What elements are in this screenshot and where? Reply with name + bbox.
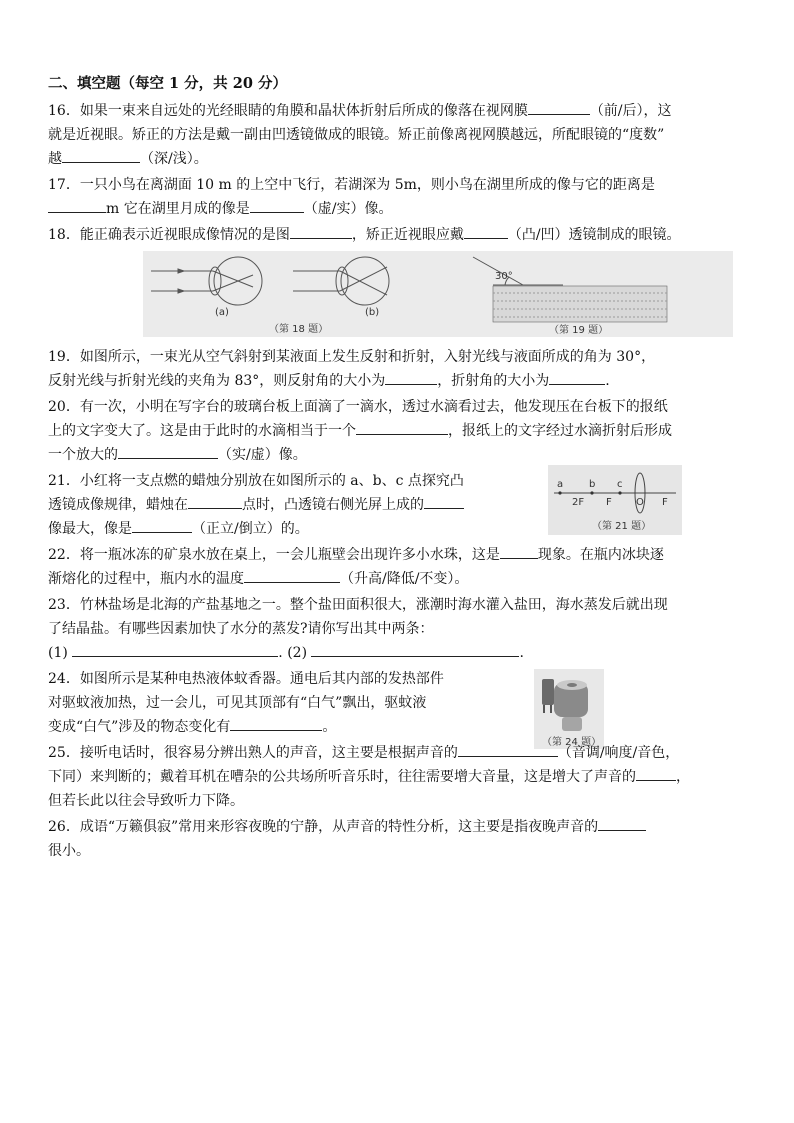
q20-text-3: ，报纸上的文字经过水滴折射后形成 xyxy=(448,423,672,439)
q21-text-2: 透镜成像规律，蜡烛在 xyxy=(48,497,188,513)
fig21-point-a: a xyxy=(557,479,564,490)
q26-line-2 xyxy=(48,839,758,863)
q20-blank-2[interactable] xyxy=(118,443,218,459)
q19-blank-1[interactable] xyxy=(385,369,437,385)
q25-text-3: 但若长此以往会导致听力下降。 xyxy=(48,793,244,809)
q25-option: （音调/响度/音色， xyxy=(557,745,680,761)
question-page xyxy=(48,72,758,863)
q16-line-2 xyxy=(48,123,758,147)
q24-text-3: 变成“白气”涉及的物态变化有 xyxy=(48,719,231,735)
q21-blank-2[interactable] xyxy=(424,493,464,509)
q22-line-1 xyxy=(48,543,758,567)
q16-text-3: 越 xyxy=(48,151,62,167)
q16-line-1 xyxy=(48,99,758,123)
q16-option-2: （深/浅）。 xyxy=(140,151,208,167)
q18-line-1 xyxy=(48,223,758,247)
figure-21 xyxy=(548,465,682,535)
q18-text: 18．能正确表示近视眼成像情况的是图 xyxy=(48,227,290,243)
q26-blank-1[interactable] xyxy=(598,815,646,831)
q19-text-2: 反射光线与折射光线的夹角为 83°，则反射角的大小为 xyxy=(48,373,386,389)
q21-text: 21．小红将一支点燃的蜡烛分别放在如图所示的 a、b、c 点探究凸 xyxy=(48,473,464,489)
q24-text: 24．如图所示是某种电热液体蚊香器。通电后其内部的发热部件 xyxy=(48,671,444,687)
q19-blank-2[interactable] xyxy=(549,369,605,385)
q25-line-1 xyxy=(48,741,758,765)
q19-period: . xyxy=(605,373,610,389)
fig21-point-b: b xyxy=(589,479,596,490)
q25-blank-1[interactable] xyxy=(458,741,558,757)
q23-blank-2[interactable] xyxy=(311,641,519,657)
q26-text-2: 很小。 xyxy=(48,843,90,859)
fig21-caption: （第 21 题） xyxy=(592,521,652,532)
q19-line-2 xyxy=(48,369,758,393)
q26-text: 26．成语“万籁俱寂”常用来形容夜晚的宁静，从声音的特性分析，这主要是指夜晚声音的 xyxy=(48,819,599,835)
q17-line-2 xyxy=(48,197,758,221)
q16-blank-2[interactable] xyxy=(62,147,140,163)
q21-block xyxy=(48,469,758,541)
q23-period: . xyxy=(519,645,524,661)
q23-blank-1[interactable] xyxy=(72,641,278,657)
q23-text: 23．竹林盐场是北海的产盐基地之一。整个盐田面积很大，涨潮时海水灌入盐田，海水蒸发后就出现 xyxy=(48,597,668,613)
fig-row-18-19 xyxy=(48,247,758,343)
q24-block xyxy=(48,667,758,748)
q23-text-2: 了结晶盐。有哪些因素加快了水分的蒸发?请你写出其中两条： xyxy=(48,621,434,637)
q20-option: （实/虚）像。 xyxy=(218,447,307,463)
q16-option: （前/后），这 xyxy=(589,103,672,119)
fig21-f-label-left: F xyxy=(606,497,612,508)
q19-text: 19．如图所示，一束光从空气斜射到某液面上发生反射和折射，入射光线与液面所成的角为 30°， xyxy=(48,349,656,365)
q22-option: （升高/降低/不变）。 xyxy=(340,571,469,587)
q20-text: 20．有一次，小明在写字台的玻璃台板上面滴了一滴水，透过水滴看过去，他发现压在台板下的报纸 xyxy=(48,399,668,415)
q25-line-2 xyxy=(48,765,758,789)
figure-18-19 xyxy=(143,251,733,337)
q23-line-3 xyxy=(48,641,758,665)
q24-blank-1[interactable] xyxy=(230,715,322,731)
q16-blank-1[interactable] xyxy=(528,99,590,115)
fig21-point-c: c xyxy=(617,479,623,490)
q20-text-4: 一个放大的 xyxy=(48,447,118,463)
fig19-angle: 30° xyxy=(495,271,513,282)
q17-blank-2[interactable] xyxy=(250,197,304,213)
q22-text: 22．将一瓶冰冻的矿泉水放在桌上，一会儿瓶壁会出现许多小水珠，这是 xyxy=(48,547,500,563)
q25-comma: ， xyxy=(676,769,690,785)
q19-line-1 xyxy=(48,345,758,369)
q21-text-4: 像最大，像是 xyxy=(48,521,132,537)
fig24-caption: （第 24 题） xyxy=(542,737,602,748)
fig18-label-b: (b) xyxy=(365,307,380,318)
q24-line-3 xyxy=(48,715,758,739)
q18-blank-2[interactable] xyxy=(464,223,508,239)
q21-option: （正立/倒立）的。 xyxy=(192,521,309,537)
q21-blank-3[interactable] xyxy=(132,517,192,533)
q21-text-3: 点时，凸透镜右侧光屏上成的 xyxy=(242,497,424,513)
section-title: 二、填空题（每空 1 分，共 20 分） xyxy=(48,75,287,92)
q22-text-3: 渐熔化的过程中，瓶内水的温度 xyxy=(48,571,244,587)
q22-text-2: 现象。在瓶内冰块逐 xyxy=(537,547,664,563)
q23-line-1 xyxy=(48,593,758,617)
q18-option: （凸/凹）透镜制成的眼镜。 xyxy=(507,227,681,243)
q24-text-2: 对驱蚊液加热，过一会儿，可见其顶部有“白气”飘出，驱蚊液 xyxy=(48,695,427,711)
q24-line-1 xyxy=(48,667,758,691)
q20-text-2: 上的文字变大了。这是由于此时的水滴相当于一个 xyxy=(48,423,356,439)
q25-text-2: 下同）来判断的；戴着耳机在嘈杂的公共场所听音乐时，往往需要增大音量，这是增大了声音的 xyxy=(48,769,636,785)
q18-text-2: ，矫正近视眼应戴 xyxy=(351,227,464,243)
q20-blank-1[interactable] xyxy=(356,419,448,435)
fig21-f-label-right: F xyxy=(662,497,668,508)
q22-line-2 xyxy=(48,567,758,591)
q19-text-3: ，折射角的大小为 xyxy=(437,373,550,389)
q17-text: 17．一只小鸟在离湖面 10 m 的上空中飞行，若湖深为 5m，则小鸟在湖里所成的像与它的距离是 xyxy=(48,177,655,193)
q16-text: 16．如果一束来自远处的光经眼睛的角膜和晶状体折射后所成的像落在视网膜 xyxy=(48,103,528,119)
q21-blank-1[interactable] xyxy=(188,493,242,509)
fig21-2f-label: 2F xyxy=(572,497,585,508)
q23-line-2 xyxy=(48,617,758,641)
q20-line-2 xyxy=(48,419,758,443)
q23-item-1-label: (1) xyxy=(48,645,68,661)
q24-line-2 xyxy=(48,691,758,715)
q25-blank-2[interactable] xyxy=(636,765,676,781)
q25-line-3 xyxy=(48,789,758,813)
fig18-caption: （第 18 题） xyxy=(269,324,329,335)
figure-24 xyxy=(534,669,604,749)
q17-line-1 xyxy=(48,173,758,197)
q16-line-3 xyxy=(48,147,758,171)
fig18-label-a: (a) xyxy=(215,307,229,318)
q24-period: 。 xyxy=(322,719,337,735)
q26-line-1 xyxy=(48,815,758,839)
fig19-caption: （第 19 题） xyxy=(549,325,609,336)
q25-text: 25．接听电话时，很容易分辨出熟人的声音，这主要是根据声音的 xyxy=(48,745,458,761)
q20-line-3 xyxy=(48,443,758,467)
q18-blank-1[interactable] xyxy=(290,223,352,239)
q17-text-2: m 它在湖里月成的像是 xyxy=(106,201,250,217)
q20-line-1 xyxy=(48,395,758,419)
q22-blank-1[interactable] xyxy=(500,543,538,559)
q23-item-2-label: . (2) xyxy=(278,645,308,661)
q16-text-2: 就是近视眼。矫正的方法是戴一副由凹透镜做成的眼镜。矫正前像离视网膜越远，所配眼镜的“度数” xyxy=(48,127,665,143)
q17-blank-1[interactable] xyxy=(48,197,106,213)
fig21-o-label: O xyxy=(636,497,644,508)
q17-option: （虚/实）像。 xyxy=(303,201,393,217)
q22-blank-2[interactable] xyxy=(244,567,340,583)
